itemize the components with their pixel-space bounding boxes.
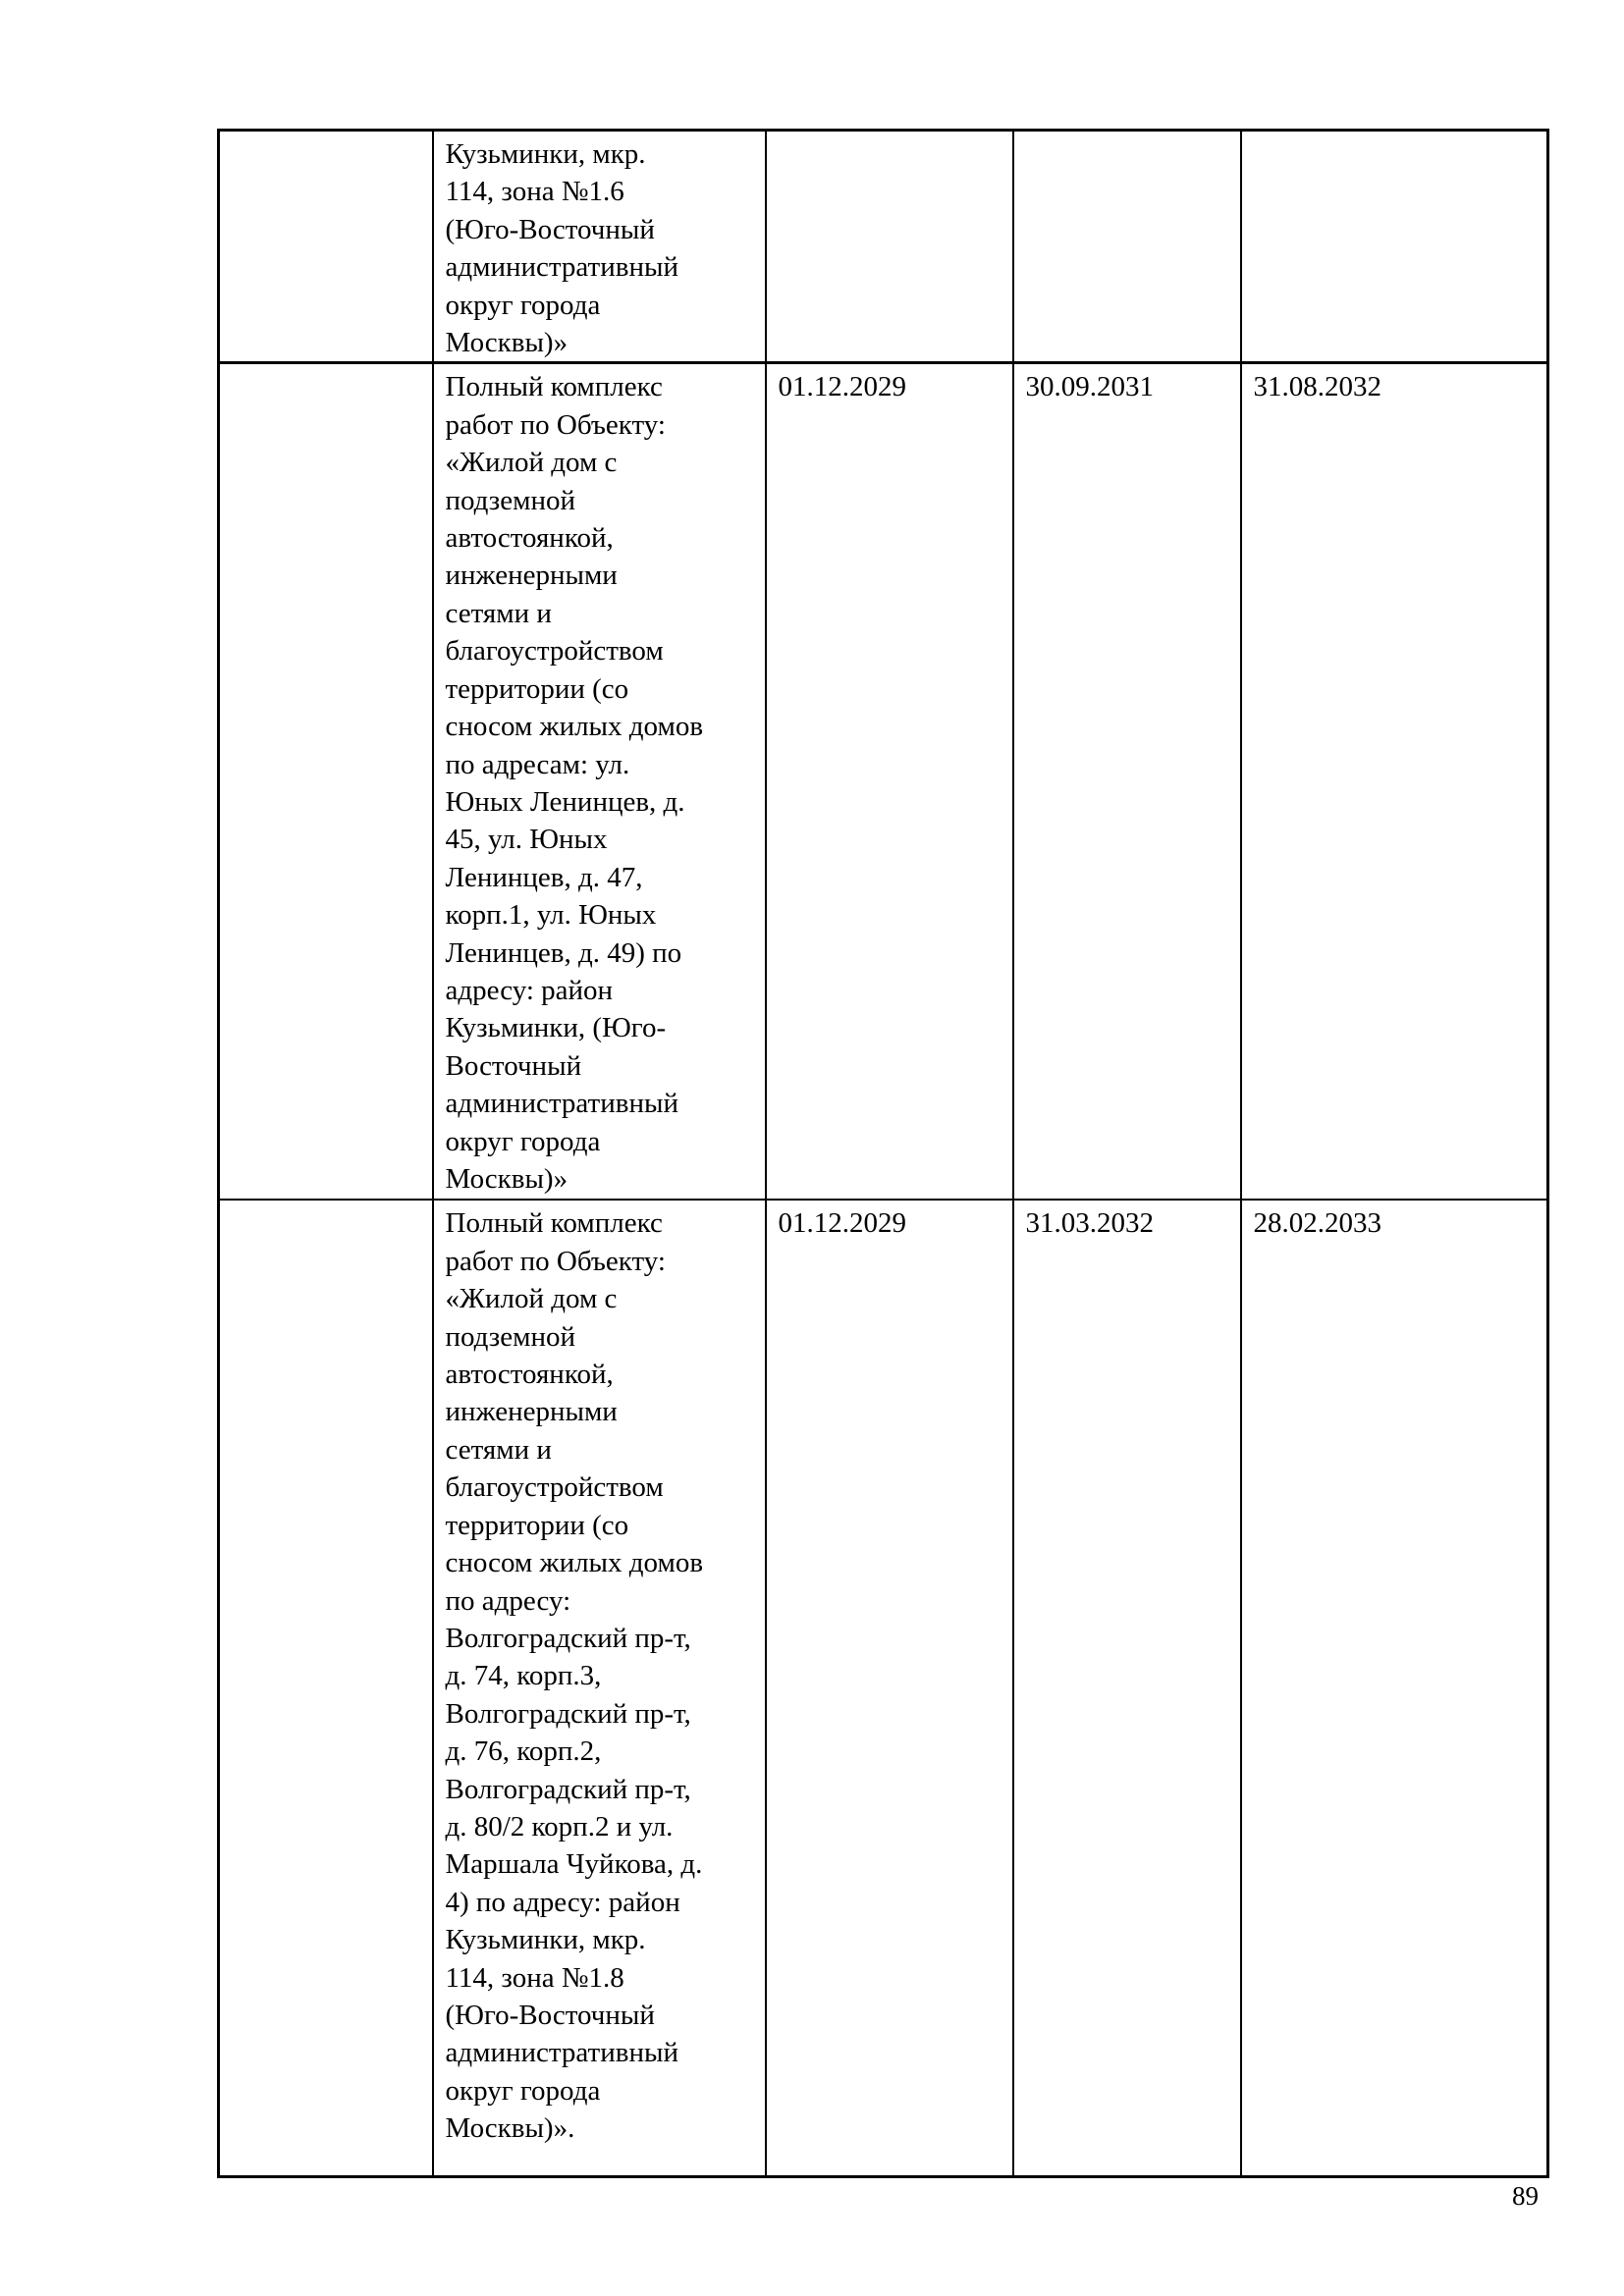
description-line: Волгоградский пр-т, bbox=[445, 1773, 691, 1805]
description-line: благоустройством bbox=[445, 1471, 664, 1504]
description-line: автостоянкой, bbox=[445, 1359, 614, 1391]
description-line: сносом жилых домов bbox=[445, 1547, 704, 1579]
description-line: территории (со bbox=[445, 672, 629, 705]
description-line: административный bbox=[445, 2037, 678, 2069]
description-line: Волгоградский пр-т, bbox=[445, 1697, 691, 1730]
description-line: Полный комплекс bbox=[445, 371, 663, 403]
description-line: сетями и bbox=[445, 597, 552, 629]
completion-date-cell bbox=[1013, 131, 1241, 363]
description-line: Ленинцев, д. 49) по bbox=[445, 936, 682, 969]
description-line: 114, зона №1.8 bbox=[445, 1961, 624, 1994]
description-line: округ города bbox=[445, 2074, 601, 2107]
page-number: 89 bbox=[1512, 2181, 1539, 2211]
description-cell bbox=[433, 131, 766, 363]
description-line: «Жилой дом с bbox=[445, 1283, 618, 1315]
description-line: сносом жилых домов bbox=[445, 711, 704, 743]
description-line: подземной bbox=[445, 1320, 576, 1353]
description-line: округ города bbox=[445, 1125, 601, 1157]
description-line: Восточный bbox=[445, 1049, 582, 1082]
description-line: административный bbox=[445, 251, 678, 284]
commissioning-date-cell bbox=[1241, 131, 1548, 363]
description-line: адресу: район bbox=[445, 974, 614, 1006]
completion-date-cell: 30.09.2031 bbox=[1013, 363, 1241, 1201]
description-line: (Юго-Восточный bbox=[445, 213, 655, 245]
description-cell bbox=[433, 1200, 766, 2177]
table-row bbox=[219, 131, 1548, 363]
commissioning-date-cell: 31.08.2032 bbox=[1241, 363, 1548, 1201]
description-line: «Жилой дом с bbox=[445, 447, 618, 479]
description-line: Ленинцев, д. 47, bbox=[445, 861, 643, 893]
description-line: 45, ул. Юных bbox=[445, 824, 608, 856]
description-line: (Юго-Восточный bbox=[445, 1999, 655, 2031]
description-line: по адресам: ул. bbox=[445, 748, 630, 780]
description-line: Кузьминки, (Юго- bbox=[445, 1012, 667, 1044]
description-line: Кузьминки, мкр. bbox=[445, 1924, 646, 1956]
description-line: автостоянкой, bbox=[445, 522, 614, 555]
description-line: д. 80/2 корп.2 и ул. bbox=[445, 1810, 674, 1842]
description-line: Полный комплекс bbox=[445, 1207, 663, 1240]
completion-date-cell: 31.03.2032 bbox=[1013, 1200, 1241, 2177]
number-cell bbox=[219, 363, 433, 1201]
start-date-cell: 01.12.2029 bbox=[766, 363, 1013, 1201]
description-line: Москвы)» bbox=[445, 1162, 568, 1195]
description-line: округ города bbox=[445, 289, 601, 321]
description-line: корп.1, ул. Юных bbox=[445, 899, 657, 932]
table-row bbox=[219, 1200, 1548, 2177]
description-line: сетями и bbox=[445, 1433, 552, 1466]
description-line: Кузьминки, мкр. bbox=[445, 138, 646, 170]
number-cell bbox=[219, 1200, 433, 2177]
description-line: д. 76, корп.2, bbox=[445, 1735, 602, 1768]
description-line: Волгоградский пр-т, bbox=[445, 1622, 691, 1654]
description-line: работ по Объекту: bbox=[445, 408, 666, 441]
description-line: подземной bbox=[445, 484, 576, 516]
description-line: Москвы)» bbox=[445, 327, 568, 359]
description-line: административный bbox=[445, 1088, 678, 1120]
schedule-table bbox=[217, 129, 1549, 2178]
description-line: Маршала Чуйкова, д. bbox=[445, 1848, 703, 1881]
description-line: работ по Объекту: bbox=[445, 1245, 666, 1277]
start-date-cell bbox=[766, 131, 1013, 363]
start-date-cell: 01.12.2029 bbox=[766, 1200, 1013, 2177]
description-line: инженерными bbox=[445, 1396, 618, 1428]
table-row bbox=[219, 363, 1548, 1201]
number-cell bbox=[219, 131, 433, 363]
description-line: благоустройством bbox=[445, 635, 664, 667]
description-cell bbox=[433, 363, 766, 1201]
description-line: 4) по адресу: район bbox=[445, 1886, 680, 1918]
description-line: Москвы)». bbox=[445, 2112, 575, 2145]
description-line: по адресу: bbox=[445, 1584, 571, 1617]
description-line: 114, зона №1.6 bbox=[445, 176, 624, 208]
commissioning-date-cell: 28.02.2033 bbox=[1241, 1200, 1548, 2177]
description-line: инженерными bbox=[445, 560, 618, 592]
description-line: д. 74, корп.3, bbox=[445, 1660, 602, 1692]
description-line: Юных Ленинцев, д. bbox=[445, 785, 685, 818]
description-line: территории (со bbox=[445, 1509, 629, 1541]
